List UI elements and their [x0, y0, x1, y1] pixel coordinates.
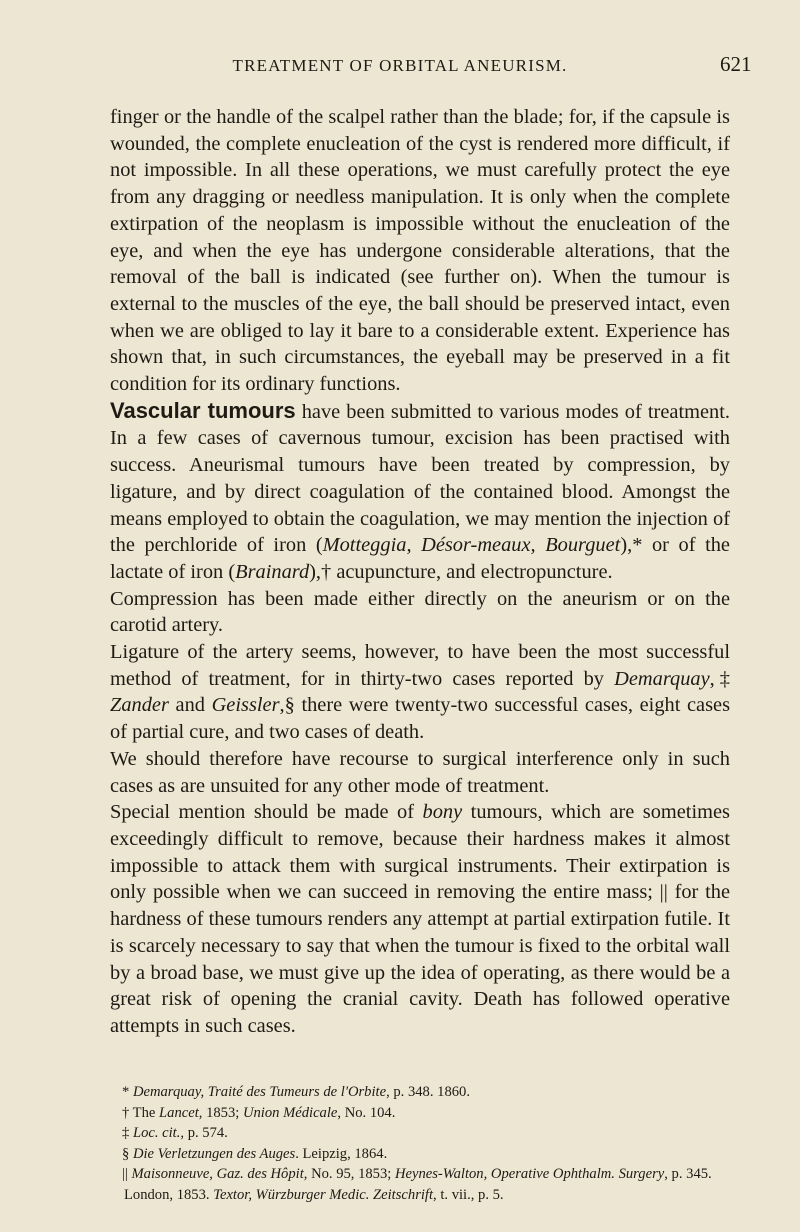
text-segment: , p. 345. London, 1853. [124, 1166, 712, 1203]
text-segment: , p. 574. [180, 1125, 228, 1141]
text-segment: Special mention should be made of [110, 801, 423, 824]
text-segment: , 1853; [198, 1104, 243, 1121]
section-lead-heading: Vascular tumours [110, 397, 296, 423]
text-segment: ‡ [122, 1125, 133, 1141]
text-segment: ),† acupuncture, and electropuncture. [309, 560, 613, 583]
italic-text: Loc. cit. [132, 1125, 181, 1141]
italic-text: Zander [110, 694, 169, 717]
italic-text: Die Verletzungen des Auges [132, 1145, 296, 1162]
body-text [110, 104, 730, 1040]
text-segment: We should therefore have recourse to surgical interference only in such cases as are unsuited for any other mode of treatment. [110, 747, 730, 797]
text-segment: § [122, 1145, 133, 1162]
footnote [110, 1103, 735, 1124]
text-segment: . Leipzig, 1864. [295, 1145, 388, 1162]
paragraph [110, 639, 730, 746]
italic-text: Lancet [159, 1104, 199, 1121]
text-segment: * [122, 1084, 133, 1100]
footnote [110, 1123, 735, 1144]
text-segment: † The [122, 1104, 160, 1121]
paragraph [110, 746, 730, 799]
text-segment: ,§ there were twenty-two successful cases, eight cases of partial cure, and two cases of death. [110, 694, 731, 744]
paragraph [110, 398, 730, 586]
paragraph [110, 586, 730, 639]
paragraph [110, 799, 730, 1039]
text-segment: || [122, 1166, 132, 1182]
text-segment: Ligature of the artery seems, however, to have been the most successful method of treatment, for in thirty-two cases reported by [110, 641, 730, 690]
running-title: TREATMENT OF ORBITAL ANEURISM. [232, 56, 568, 75]
text-segment: have been submitted to various modes of treatment. In a few cases of cavernous tumour, excision has been practised with success. Aneurismal tumours have been treated by compression, by ligature, and by direct coagulation of the contained blood. Amongst the means employed to obtain the coagulation, we may mention the injection of the perchloride of iron ( [110, 400, 730, 557]
text-segment: , t. vii., p. 5. [433, 1186, 504, 1203]
text-segment: , No. 104. [337, 1104, 396, 1121]
text-segment: ,‡ [709, 667, 731, 690]
footnote [110, 1164, 735, 1205]
italic-text: Motteggia, Désor-meaux, Bourguet [322, 534, 621, 557]
footnotes [110, 1082, 735, 1205]
italic-text: Heynes-Walton, Operative Ophthalm. Surgery [394, 1166, 665, 1182]
text-segment: , p. 348. 1860. [386, 1084, 470, 1100]
italic-text: Maisonneuve, Gaz. des Hôpit [131, 1166, 304, 1182]
italic-text: Demarquay, Traité des Tumeurs de l'Orbite [132, 1084, 387, 1100]
page-number: 621 [720, 52, 752, 76]
text-segment: and [168, 694, 212, 717]
italic-text: Union Médicale [242, 1104, 338, 1121]
text-segment: finger or the handle of the scalpel rather than the blade; for, if the capsule is wounded, the complete enucleation of the cyst is rendered more difficult, if not impossible. In all these operations, we must carefully protect the eye from any dragging or needless manipulation. It is only when the complete extirpation of the neoplasm is impossible without the enucleation of the eye, and when the eye has undergone considerable alterations, that the removal of the ball is indicated (see further on). When the tumour is external to the muscles of the eye, the ball should be preserved intact, even when we are obliged to lay it bare to a considerable extent. Experience has shown that, in such circumstances, the eyeball may be preserved in a fit condition for its ordinary functions. [110, 106, 730, 396]
text-segment: , No. 95, 1853; [303, 1166, 395, 1182]
italic-text: bony [422, 801, 463, 824]
italic-text: Demarquay [614, 667, 710, 690]
footnote [110, 1144, 735, 1165]
footnote [110, 1082, 735, 1103]
italic-text: Brainard [235, 560, 310, 583]
text-segment: tumours, which are sometimes exceedingly difficult to remove, because their hardness makes it almost impossible to attack them with surgical instruments. Their extirpation is only possible when we can succeed in removing the entire mass; || for the hardness of these tumours renders any attempt at partial extirpation futile. It is scarcely necessary to say that when the tumour is fixed to the orbital wall by a broad base, we must give up the idea of operating, as there would be a great risk of opening the cranial cavity. Death has followed operative attempts in such cases. [110, 801, 730, 1037]
paragraph [110, 104, 730, 398]
italic-text: Geissler [211, 694, 280, 717]
text-segment: Compression has been made either directly on the aneurism or on the carotid artery. [110, 587, 730, 637]
text-segment: ),* or of the lactate of iron ( [110, 534, 730, 583]
italic-text: Textor, Würzburger Medic. Zeitschrift [213, 1186, 434, 1203]
